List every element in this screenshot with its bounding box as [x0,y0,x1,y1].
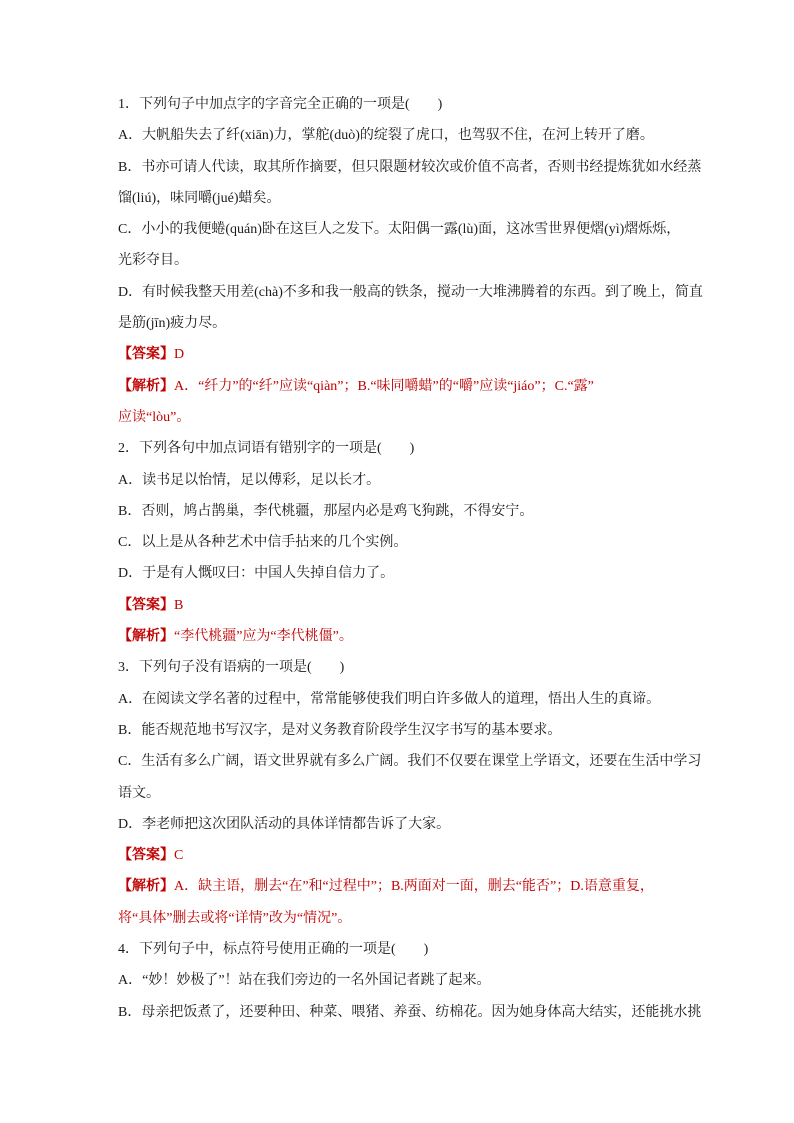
q2-analysis-text-1: “李代桃疆”应为“李代桃僵”。 [174,629,353,645]
q1-option-b-line-1: B．书亦可请人代读，取其所作摘要，但只限题材较次或价值不高者，否则书经提炼犹如水经蒸 [118,159,702,175]
q2-option-b: B．否则，鸠占鹊巢，李代桃疆，那屋内必是鸡飞狗跳，不得安宁。 [118,503,534,519]
q2-option-d: D．于是有人慨叹曰：中国人失掉自信力了。 [118,566,395,582]
q1-option-d-line-1: D．有时候我整天用差(chà)不多和我一般高的铁条，搅动一大堆沸腾着的东西。到了晚上，简直 [118,284,703,300]
q3-option-c-line-1: C．生活有多么广阔，语文世界就有多么广阔。我们不仅要在课堂上学语文，还要在生活中学习 [118,754,702,770]
q1-option-c-line-2: 光彩夺目。 [118,253,188,269]
analysis-label: 【解析】 [118,378,174,394]
analysis-label: 【解析】 [118,879,174,895]
q2-option-c: C．以上是从各种艺术中信手拈来的几个实例。 [118,535,408,551]
q3-analysis-line-1 [118,871,734,902]
analysis-label: 【解析】 [118,629,174,645]
q2-option-a: A．读书足以怡情，足以傅彩，足以长才。 [118,472,381,488]
q3-analysis-line-2: 将“具体”删去或将“详情”改为“情况”。 [118,910,352,926]
q1-option-a: A．大帆船失去了纤(xiān)力，掌舵(duò)的绽裂了虎口，也驾驭不住，在河上转开了磨。 [118,128,654,144]
q2-answer [118,590,734,621]
q3-stem: 3．下列句子没有语病的一项是( ) [118,660,345,676]
q3-analysis-text-1: A．缺主语，删去“在”和“过程中”；B.两面对一面，删去“能否”；D.语意重复， [174,879,654,895]
q1-stem: 1．下列句子中加点字的字音完全正确的一项是( ) [118,97,443,112]
answer-label: 【答案】 [118,848,174,864]
q3-option-a: A．在阅读文学名著的过程中，常常能够使我们明白许多做人的道理，悟出人生的真谛。 [118,691,661,707]
q1-analysis-text-1: A．“纤力”的“纤”应读“qiàn”；B.“味同嚼蜡”的“嚼”应读“jiáo”；C.“露” [174,378,594,394]
q3-option-b: B．能否规范地书写汉字，是对义务教育阶段学生汉字书写的基本要求。 [118,722,562,738]
q4-option-b-line-1: B．母亲把饭煮了，还要种田、种菜、喂猪、养蚕、纺棉花。因为她身体高大结实，还能挑水挑 [118,1004,702,1020]
q1-analysis-line-1 [118,371,734,402]
q1-option-b-line-2: 馏(liú)，味同嚼(jué)蜡矣。 [118,190,281,206]
q2-stem: 2．下列各句中加点词语有错别字的一项是( ) [118,441,415,457]
q3-answer-value: C [174,848,184,864]
q3-answer [118,840,734,871]
q4-stem: 4．下列句子中，标点符号使用正确的一项是( ) [118,942,429,958]
q1-option-d-line-2: 是筋(jīn)疲力尽。 [118,316,227,332]
q3-option-c-line-2: 语文。 [118,785,160,801]
answer-label: 【答案】 [118,597,174,613]
q2-analysis-line-1 [118,621,734,652]
q3-option-d: D．李老师把这次团队活动的具体详情都告诉了大家。 [118,816,451,832]
q1-option-c-line-1: C．小小的我便蜷(quán)卧在这巨人之发下。太阳偶一露(lù)面，这冰雪世界便熠(yì)熠烁烁， [118,222,681,238]
answer-label: 【答案】 [118,347,174,363]
q1-answer [118,339,734,370]
q1-analysis-line-2: 应读“lòu”。 [118,409,191,425]
q1-answer-value: D [174,347,185,363]
q4-option-a: A．“妙！妙极了”！站在我们旁边的一名外国记者跳了起来。 [118,973,491,989]
q2-answer-value: B [174,597,184,613]
